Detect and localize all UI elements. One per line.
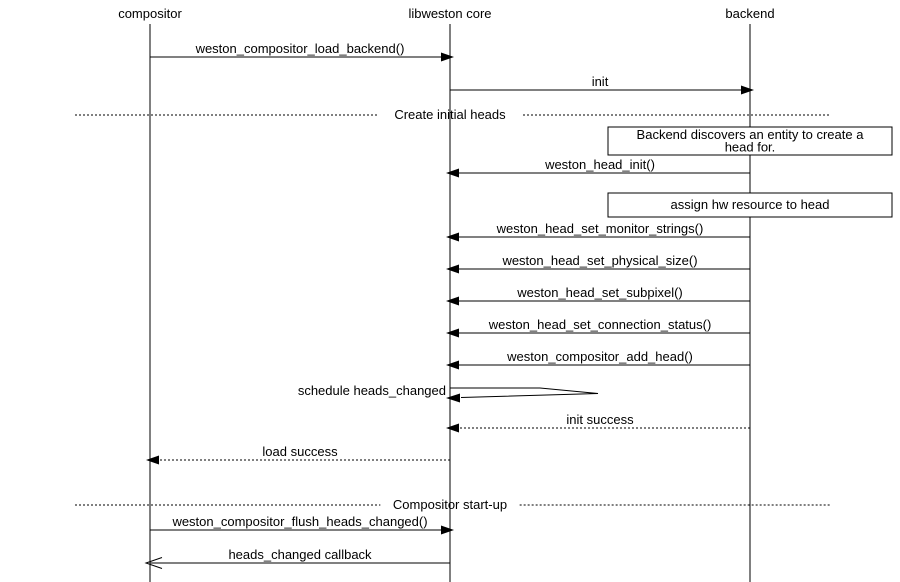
message-label: init success (566, 412, 634, 427)
arrowhead-filled (146, 456, 159, 465)
arrowhead-filled (446, 424, 459, 433)
message-label: weston_head_set_connection_status() (488, 317, 712, 332)
actor-label-backend: backend (725, 6, 775, 21)
message-label: init (591, 74, 609, 89)
arrowhead-filled (446, 361, 459, 370)
note-text: head for. (724, 139, 776, 155)
arrowhead-filled (441, 526, 454, 535)
message-label: weston_head_set_physical_size() (502, 253, 698, 268)
self-message-loop (450, 388, 598, 398)
message-label: heads_changed callback (228, 547, 372, 562)
divider-label: Create initial heads (394, 107, 506, 122)
arrowhead-filled (446, 265, 459, 274)
self-message-label: schedule heads_changed (297, 383, 446, 398)
note-text: Backend discovers an entity to create a (636, 126, 864, 142)
message-label: load success (262, 444, 338, 459)
message-label: weston_head_init() (545, 157, 655, 172)
divider-label: Compositor start-up (392, 497, 508, 512)
actor-label-libweston: libweston core (408, 6, 492, 21)
message-label: weston_head_set_monitor_strings() (496, 221, 704, 236)
arrowhead-filled (446, 169, 459, 178)
message-label: weston_compositor_load_backend() (195, 41, 405, 56)
message-label: weston_head_set_subpixel() (517, 285, 683, 300)
message-label: weston_compositor_add_head() (507, 349, 693, 364)
arrowhead-filled (446, 233, 459, 242)
arrowhead-filled (741, 86, 754, 95)
arrowhead-filled (446, 394, 460, 403)
actor-label-compositor: compositor (118, 6, 182, 21)
arrowhead-filled (441, 53, 454, 62)
arrowhead-filled (446, 329, 459, 338)
arrowhead-filled (446, 297, 459, 306)
note-text: assign hw resource to head (670, 197, 830, 212)
message-label: weston_compositor_flush_heads_changed() (172, 514, 428, 529)
